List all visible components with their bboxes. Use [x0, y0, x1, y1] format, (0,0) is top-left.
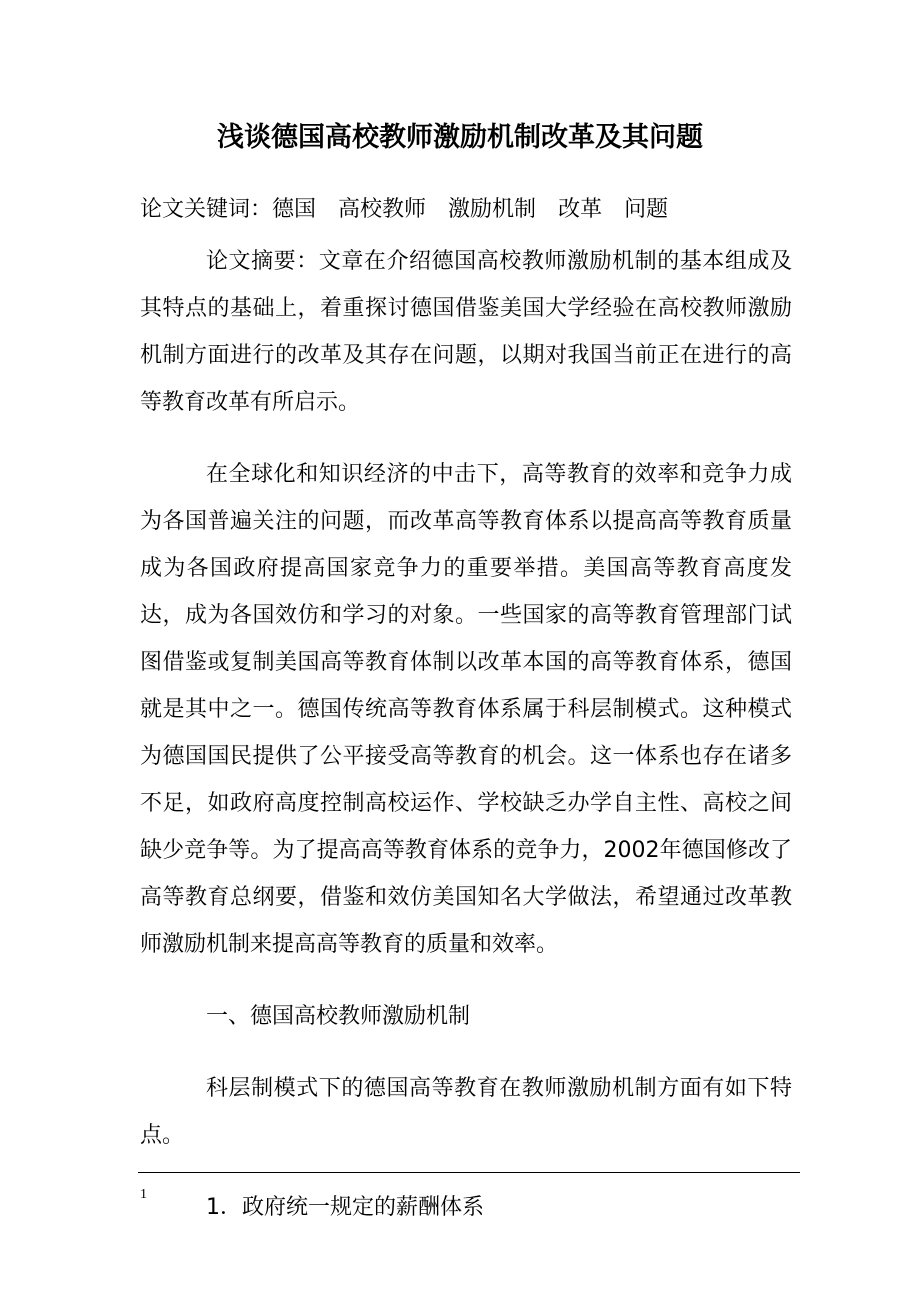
keywords-line: [140, 190, 800, 230]
section-paragraph: 科层制模式下的德国高等教育在教师激励机制方面有如下特点。: [140, 1076, 792, 1148]
document-body: [140, 238, 792, 1231]
keyword-item: 德国: [272, 197, 317, 222]
keyword-item: 问题: [624, 197, 669, 222]
document-title: 浅谈德国高校教师激励机制改革及其问题: [217, 122, 703, 153]
keywords-label: 论文关键词：: [140, 197, 273, 222]
footer-divider: [138, 1172, 800, 1173]
page-number: 1: [140, 1187, 147, 1202]
subsection-heading: 1．政府统一规定的薪酬体系: [206, 1195, 484, 1220]
keyword-item: 改革: [558, 197, 603, 222]
keyword-item: 激励机制: [448, 197, 537, 222]
keyword-item: 高校教师: [338, 197, 427, 222]
abstract-paragraph: 论文摘要：文章在介绍德国高校教师激励机制的基本组成及其特点的基础上，着重探讨德国借鉴美国大学经验在高校教师激励机制方面进行的改革及其存在问题，以期对我国当前正在进行的高等教育改革有所启示。: [140, 249, 792, 415]
intro-paragraph: 在全球化和知识经济的中击下，高等教育的效率和竞争力成为各国普遍关注的问题，而改革高等教育体系以提高高等教育质量成为各国政府提高国家竞争力的重要举措。美国高等教育高度发达，成为各国效仿和学习的对象。一些国家的高等教育管理部门试图借鉴或复制美国高等教育体制以改革本国的高等教育体系，德国就是其中之一。德国传统高等教育体系属于科层制模式。这种模式为德国国民提供了公平接受高等教育的机会。这一体系也存在诸多不足，如政府高度控制高校运作、学校缺乏办学自主性、高校之间缺少竞争等。为了提高高等教育体系的竞争力，2002年德国修改了高等教育总纲要，借鉴和效仿美国知名大学做法，希望通过改革教师激励机制来提高高等教育的质量和效率。: [140, 462, 792, 957]
section-heading: 一、德国高校教师激励机制: [206, 1004, 471, 1029]
